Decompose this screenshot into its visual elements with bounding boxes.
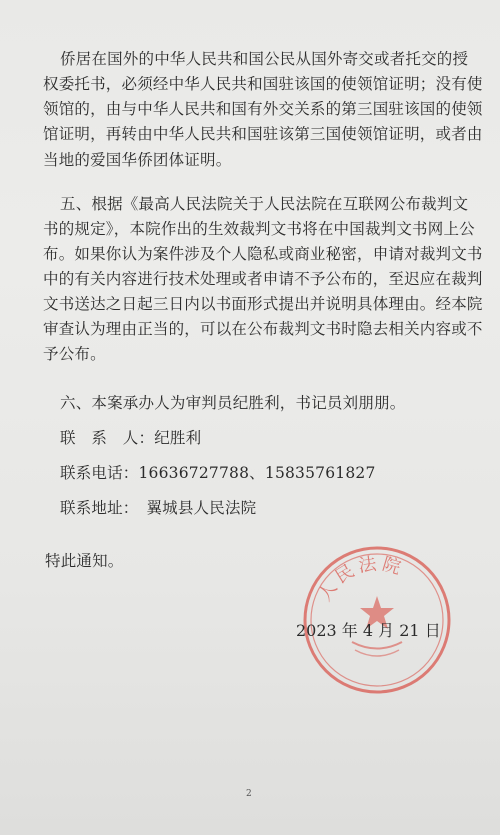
paragraph-line: 文书送达之日起三日内以书面形式提出并说明具体理由。经本院 bbox=[43, 295, 483, 313]
seal-text: 人民法院 bbox=[314, 553, 407, 606]
svg-text:人民法院 bbox=[314, 553, 407, 605]
paragraph-line: 侨居在国外的中华人民共和国公民从国外寄交或者托交的授 bbox=[60, 50, 469, 68]
closing-statement: 特此通知。 bbox=[45, 552, 124, 570]
paragraph-line: 当地的爱国华侨团体证明。 bbox=[43, 151, 232, 169]
contact-person: 联 系 人：纪胜利 bbox=[60, 429, 202, 447]
paragraph-line: 予公布。 bbox=[43, 345, 106, 363]
paragraph-line: 五、根据《最高人民法院关于人民法院在互联网公布裁判文 bbox=[60, 195, 469, 213]
paragraph-line: 审查认为理由正当的，可以在公布裁判文书时隐去相关内容或不 bbox=[43, 320, 483, 338]
paragraph-line: 权委托书，必须经中华人民共和国驻该国的使领馆证明；没有使 bbox=[43, 75, 483, 93]
paragraph-line: 书的规定》，本院作出的生效裁判文书将在中国裁判文书网上公 bbox=[43, 220, 475, 238]
paragraph-line: 中的有关内容进行技术处理或者申请不予公布的，至迟应在裁判 bbox=[43, 270, 483, 288]
page-number: 2 bbox=[246, 789, 252, 799]
document-date: 2023 年 4 月 21 日 bbox=[296, 621, 441, 640]
contact-address: 联系地址： 翼城县人民法院 bbox=[60, 499, 257, 517]
paragraph-line: 馆证明，再转由中华人民共和国驻该第三国使领馆证明，或者由 bbox=[43, 125, 483, 143]
contact-phone: 联系电话：16636727788、15835761827 bbox=[60, 464, 376, 482]
paragraph-line: 布。如果你认为案件涉及个人隐私或商业秘密，申请对裁判文书 bbox=[43, 245, 483, 263]
paragraph-line: 领馆的，由与中华人民共和国有外交关系的第三国驻该国的使领 bbox=[43, 100, 483, 118]
paragraph-line: 六、本案承办人为审判员纪胜利，书记员刘朋朋。 bbox=[60, 394, 406, 412]
